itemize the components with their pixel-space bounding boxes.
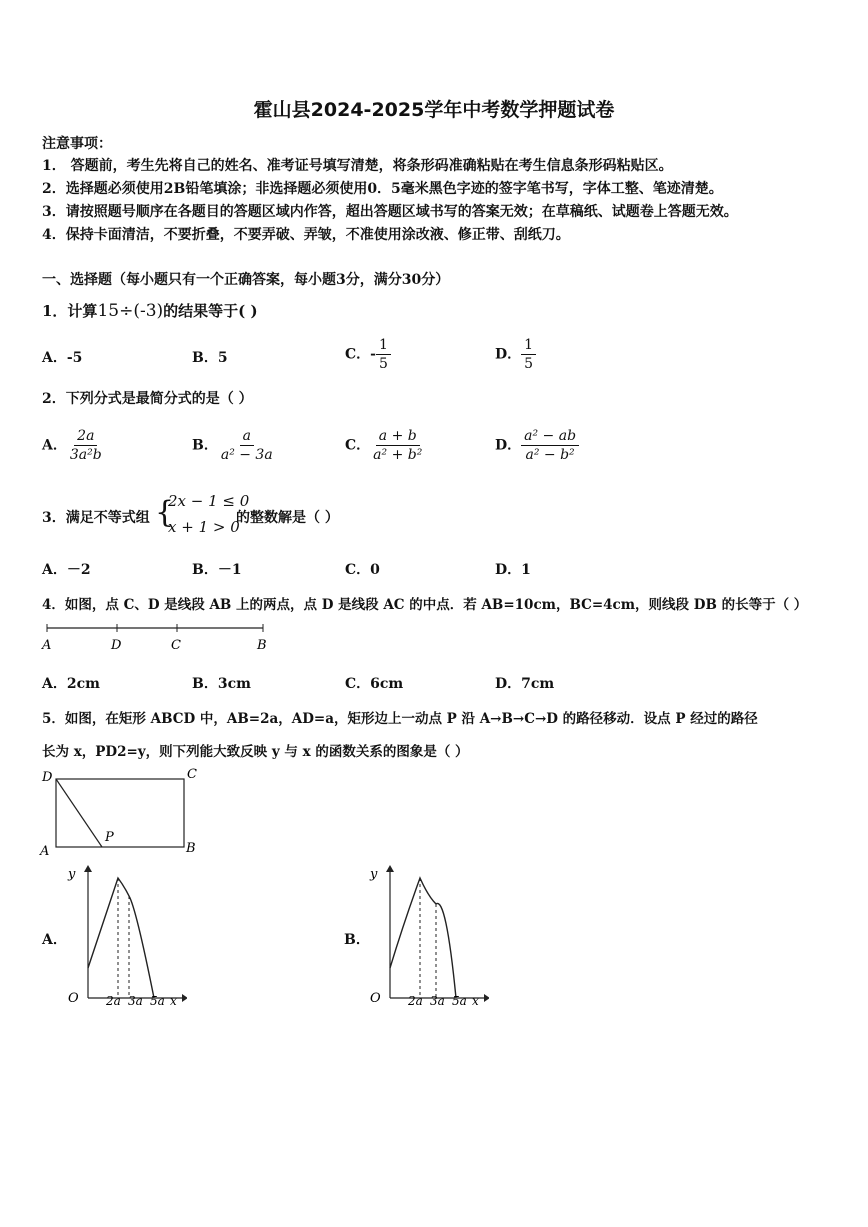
y-axis-arrow-icon [386, 865, 394, 872]
tick-label-5a: 5a [150, 994, 165, 1008]
q2-option-b[interactable]: B． $\frac{a}{\text{a² − 3a}}$ [192, 428, 273, 463]
axis-label-origin: O [370, 991, 381, 1006]
q2-option-d[interactable]: D． $\frac{\text{a² − ab}}{\text{a² − b²}}$ [495, 428, 579, 463]
brace-icon: { [155, 495, 175, 530]
notice-item-4: 4．保持卡面清洁，不要折叠，不要弄破、弄皱，不准使用涂改液、修正带、刮纸刀。 [42, 227, 570, 243]
q5-option-a[interactable]: A． [42, 932, 67, 948]
point-label-a: A [42, 638, 52, 653]
q2-option-a[interactable]: A． $\frac{2a}{\text{3a²b}}$ [42, 428, 102, 463]
q4-option-c[interactable]: C．6cm [345, 676, 404, 692]
question-3-prefix: 3．满足不等式组 [42, 510, 150, 526]
notice-heading: 注意事项： [42, 136, 112, 152]
axis-label-y: y [370, 867, 378, 882]
inequality-line-1: 2x − 1 ≤ 0 [168, 492, 250, 510]
q1-option-d[interactable]: D． $\frac{1}{5}$ [495, 337, 536, 372]
section-heading: 一、选择题（每小题只有一个正确答案，每小题3分，满分30分） [42, 272, 450, 288]
q2-option-c[interactable]: C． $\frac{a + b}{\text{a² + b²}}$ [345, 428, 423, 463]
question-4-stem: 4．如图，点 C、D 是线段 AB 上的两点，点 D 是线段 AC 的中点．若 AB=10cm，BC=4cm，则线段 DB 的长等于（ ） [42, 597, 808, 613]
question-2-stem: 2．下列分式是最简分式的是（ ） [42, 391, 253, 407]
question-5-line-2: 长为 x，PD2=y，则下列能大致反映 y 与 x 的函数关系的图象是（ ） [42, 744, 469, 760]
q1-option-a[interactable]: A．-5 [42, 350, 83, 366]
graph-option-b [364, 860, 489, 1010]
axis-label-y: y [68, 867, 76, 882]
vertex-label-d: D [42, 770, 53, 785]
graph-option-a [62, 860, 187, 1010]
rectangle-diagram [38, 764, 208, 858]
q3-option-a[interactable]: A．－2 [42, 562, 91, 578]
tick-label-3a: 3a [128, 994, 143, 1008]
vertex-label-c: C [187, 767, 197, 782]
question-1-stem: 1．计算15÷(-3)的结果等于( ) [42, 301, 258, 321]
tick-label-5a: 5a [452, 994, 467, 1008]
tick-label-2a: 2a [106, 994, 121, 1008]
notice-item-3: 3．请按照题号顺序在各题目的答题区域内作答，超出答题区域书写的答案无效；在草稿纸、试题卷上答题无效。 [42, 204, 738, 220]
axis-label-x: x [472, 994, 479, 1008]
q3-option-c[interactable]: C．0 [345, 562, 380, 578]
segment-diagram [40, 620, 275, 656]
tick-label-3a: 3a [430, 994, 445, 1008]
point-label-d: D [111, 638, 122, 653]
q4-option-d[interactable]: D．7cm [495, 676, 555, 692]
inequality-line-2: x + 1 > 0 [168, 518, 240, 536]
notice-item-2: 2．选择题必须使用2B铅笔填涂；非选择题必须使用0．5毫米黑色字迹的签字笔书写，字体工整、笔迹清楚。 [42, 181, 723, 197]
segment-pd [56, 779, 102, 847]
page-title: 霍山县2024-2025学年中考数学押题试卷 [253, 99, 615, 121]
rectangle-abcd [56, 779, 184, 847]
question-5-line-1: 5．如图，在矩形 ABCD 中，AB=2a，AD=a，矩形边上一动点 P 沿 A→B→C→D 的路径移动．设点 P 经过的路径 [42, 711, 758, 727]
point-label-p: P [105, 830, 114, 845]
q4-option-a[interactable]: A．2cm [42, 676, 100, 692]
axis-label-origin: O [68, 991, 79, 1006]
q4-option-b[interactable]: B．3cm [192, 676, 251, 692]
q3-option-d[interactable]: D．1 [495, 562, 531, 578]
curve-b [390, 878, 456, 998]
axis-label-x: x [170, 994, 177, 1008]
vertex-label-b: B [186, 841, 196, 856]
q1-option-b[interactable]: B．5 [192, 350, 228, 366]
x-axis-arrow-icon [484, 994, 489, 1002]
question-3-suffix: 的整数解是（ ） [236, 510, 339, 526]
curve-a [88, 878, 154, 998]
q5-option-b[interactable]: B． [344, 932, 370, 948]
tick-label-2a: 2a [408, 994, 423, 1008]
point-label-b: B [257, 638, 267, 653]
point-label-c: C [171, 638, 181, 653]
vertex-label-a: A [40, 844, 50, 858]
q1-option-c[interactable]: C．- $\frac{1}{5}$ [345, 337, 391, 372]
q3-option-b[interactable]: B．－1 [192, 562, 242, 578]
y-axis-arrow-icon [84, 865, 92, 872]
notice-item-1: 1． 答题前，考生先将自己的姓名、准考证号填写清楚，将条形码准确粘贴在考生信息条形码粘贴区。 [42, 158, 673, 174]
x-axis-arrow-icon [182, 994, 187, 1002]
